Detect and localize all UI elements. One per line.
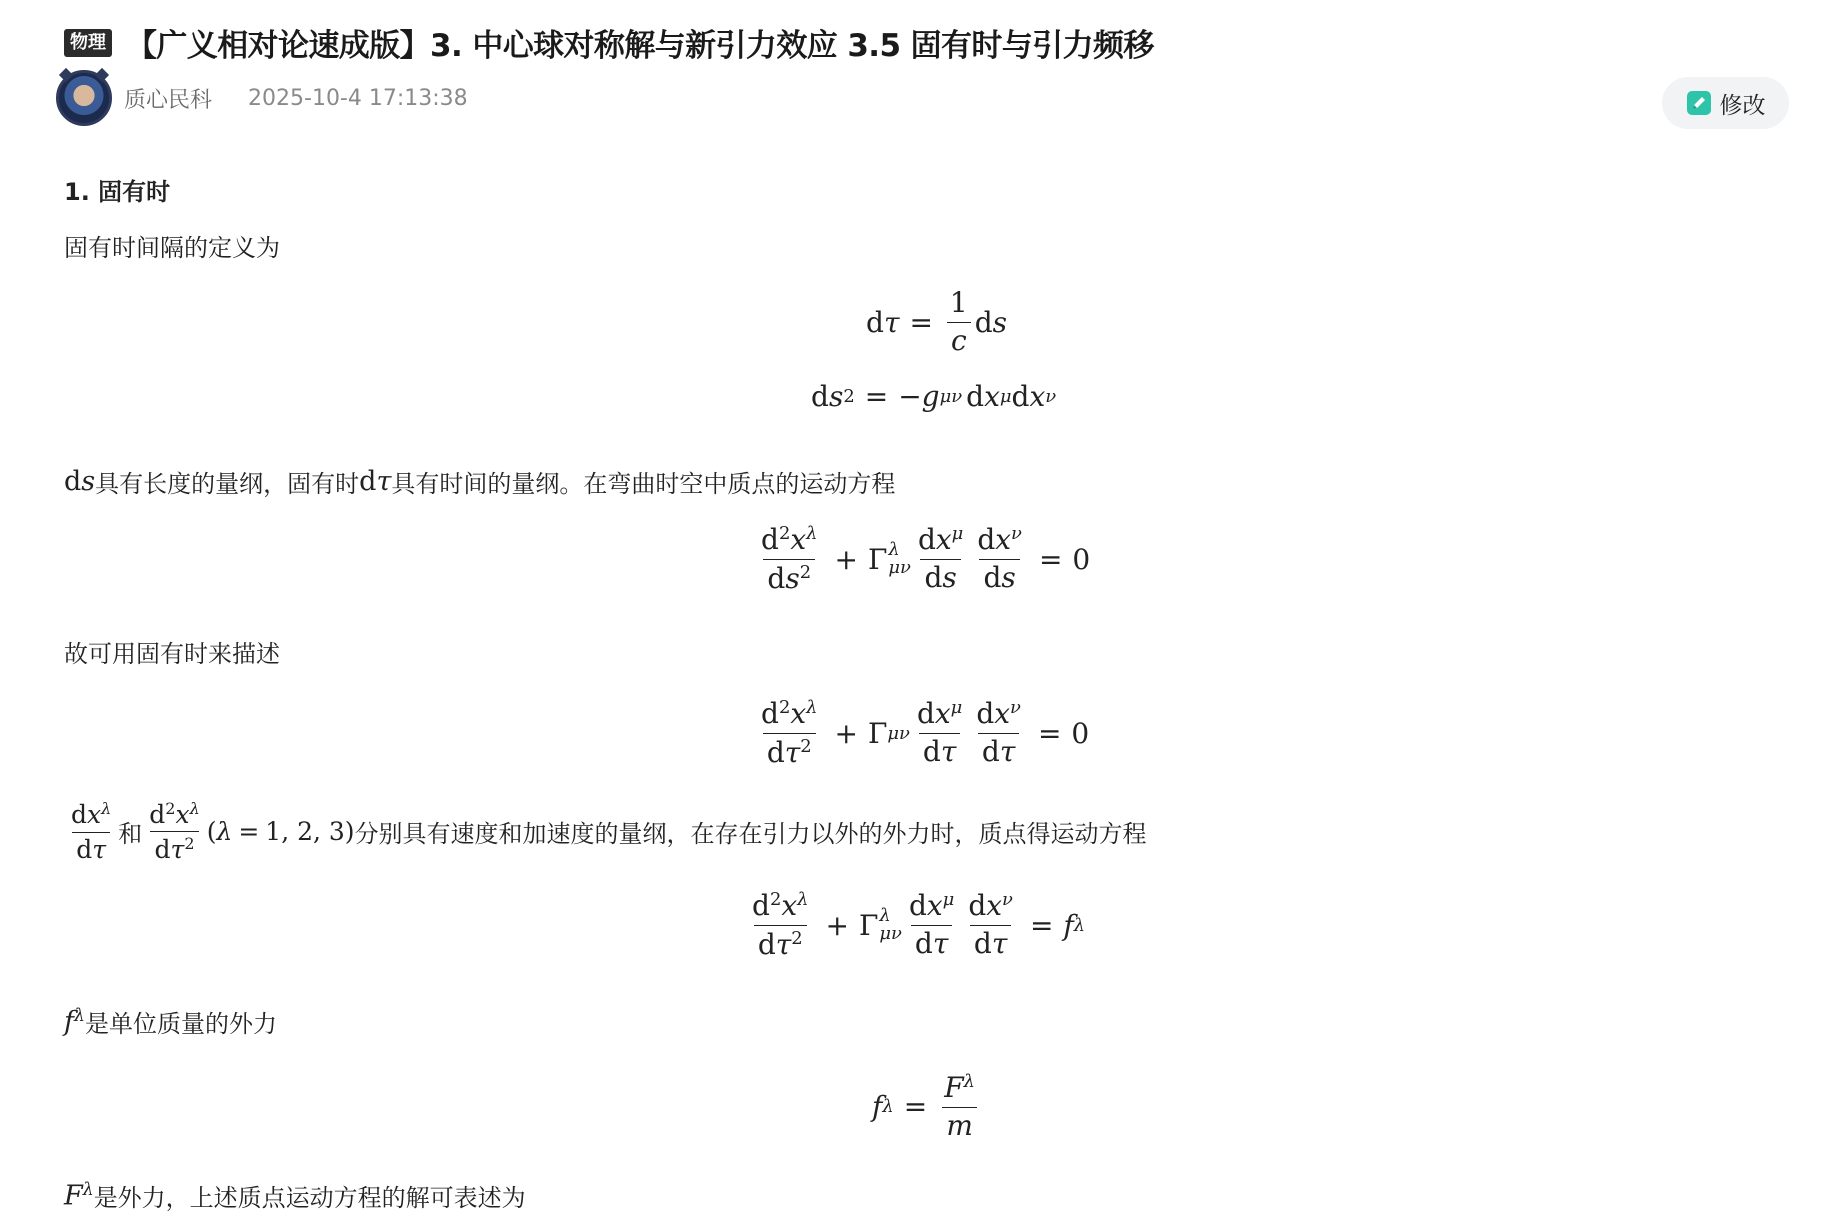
paragraph-text: 是单位质量的外力 — [84, 1010, 277, 1038]
edit-pencil-icon — [1686, 90, 1712, 116]
author-avatar[interactable] — [56, 70, 112, 126]
article-header — [64, 20, 1154, 65]
paragraph: $\frac{dx^\lambda}{d\tau}$ 和 $\frac{d^2x^\lambda}{d\tau^2}$ ( λ = 1, 2, 3) 分别具有速度和加速度的量纲，在存在引力以外的外力时，质点得运动方程 — [71, 799, 1147, 865]
paragraph: $f^\lambda$ 是单位质量的外力 — [64, 1005, 277, 1038]
publish-date: 2025-10-4 17:13:38 — [248, 85, 468, 111]
paragraph: 故可用固有时来描述 — [64, 640, 280, 668]
section-title: 1. 固有时 — [64, 178, 171, 206]
paragraph: $F^\lambda$ 是外力，上述质点运动方程的解可表述为 — [64, 1179, 526, 1212]
equation-geodesic-tau: $\frac{d^2x^\lambda}{d\tau^2}$ + Γ μν $\frac{dx^\mu}{d\tau}$ $\frac{dx^\nu}{d\tau}$ = 0 — [761, 696, 1090, 769]
paragraph-text: 是外力，上述质点运动方程的解可表述为 — [93, 1184, 526, 1212]
article-title: 【广义相对论速成版】3. 中心球对称解与新引力效应 3.5 固有时与引力频移 — [126, 28, 1154, 64]
article-meta — [56, 70, 468, 126]
edit-label: 修改 — [1719, 92, 1766, 119]
equation-line-element: d s 2 = − g μν d x μ d x ν — [811, 380, 1057, 413]
category-tag[interactable]: 物理 — [64, 29, 112, 57]
paragraph-text: 具有时间的量纲。在弯曲时空中质点的运动方程 — [391, 470, 896, 498]
equation-external-force: $\frac{d^2x^\lambda}{d\tau^2}$ + Γ λ μν $\frac{dx^\mu}{d\tau}$ $\frac{dx^\nu}{d\tau}$ = f λ — [752, 888, 1086, 961]
edit-button[interactable] — [1662, 77, 1789, 129]
paragraph-text: 分别具有速度和加速度的量纲，在存在引力以外的外力时，质点得运动方程 — [354, 820, 1147, 849]
paragraph: 固有时间隔的定义为 — [64, 234, 280, 262]
equation-proper-time: d τ = $\frac{1}{c}$ d s — [866, 286, 1008, 357]
paragraph: ds 具有长度的量纲，固有时 dτ 具有时间的量纲。在弯曲时空中质点的运动方程 — [64, 466, 896, 498]
equation-force-per-mass: f λ = $\frac{F^\lambda}{m}$ — [872, 1070, 975, 1142]
author-name[interactable]: 质心民科 — [124, 87, 213, 113]
paragraph-text: 具有长度的量纲，固有时 — [95, 470, 360, 498]
equation-geodesic-s: $\frac{d^2x^\lambda}{ds^2}$ + Γ λ μν $\frac{dx^\mu}{ds}$ $\frac{dx^\nu}{ds}$ = 0 — [761, 522, 1091, 595]
paragraph-text: 和 — [118, 820, 143, 849]
